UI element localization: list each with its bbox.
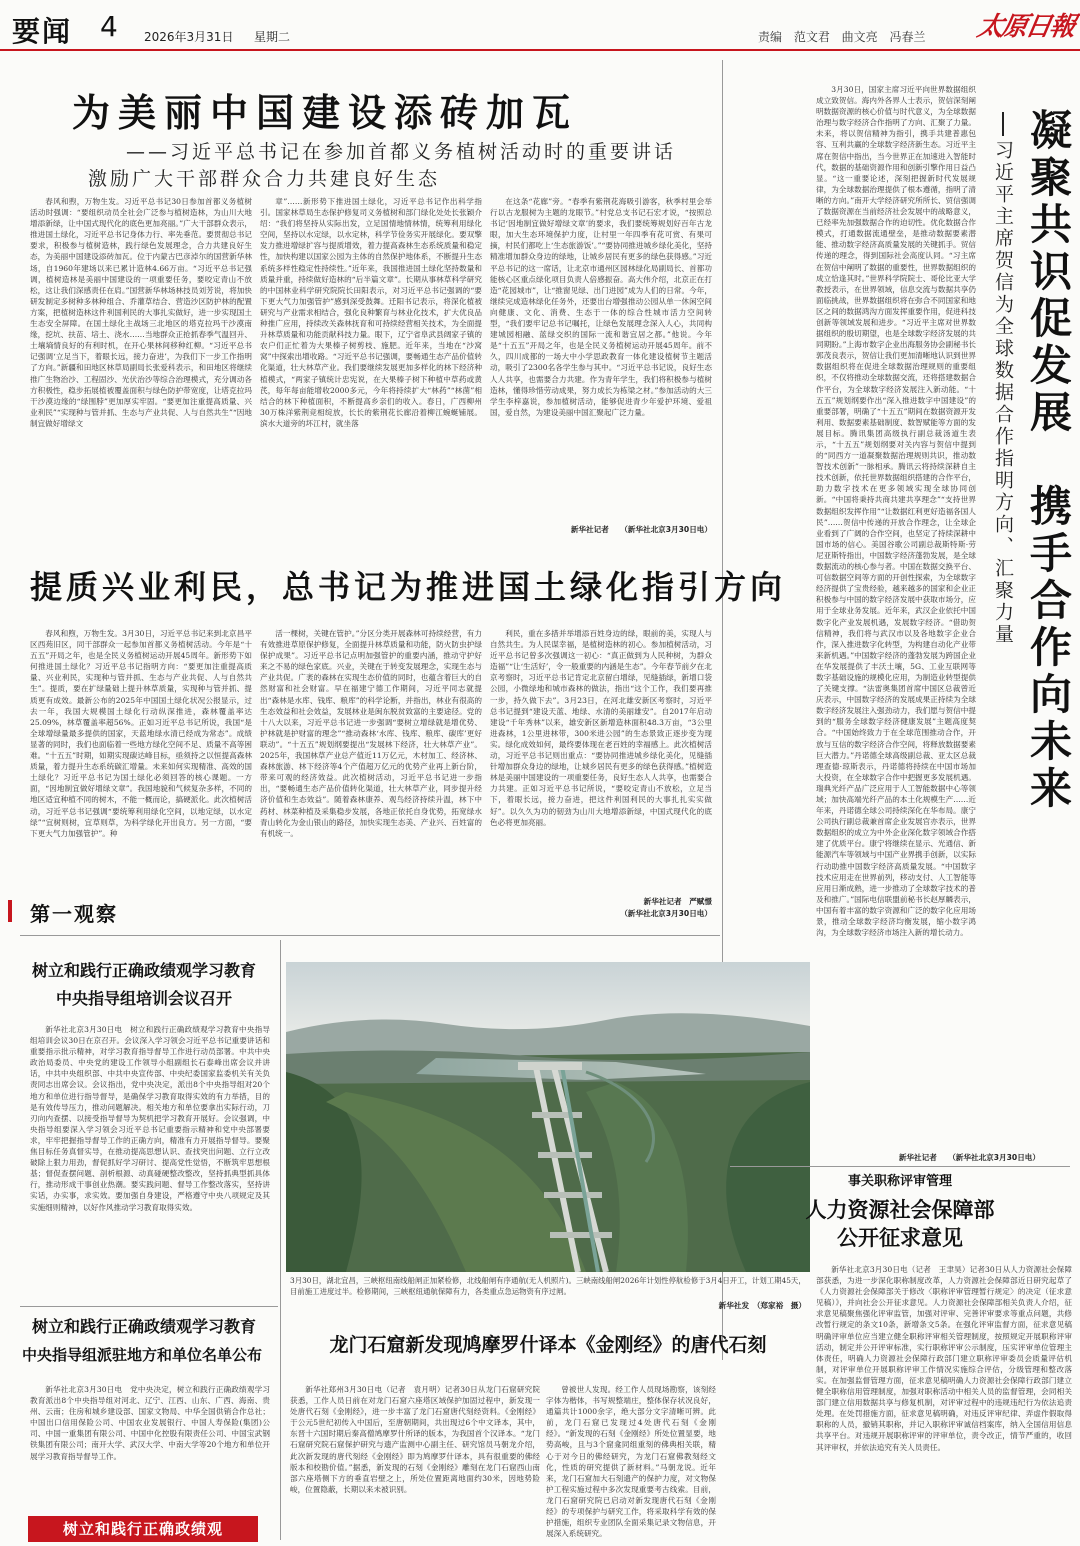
lead-subtitle-1: ——习近平总书记在参加首都义务植树活动时的重要讲话 — [126, 141, 677, 163]
series-banner: 树立和践行正确政绩观 — [28, 1516, 258, 1542]
page-number: 4 — [100, 10, 118, 43]
story-divider-right — [730, 1166, 1070, 1167]
section-name: 要闻 — [12, 15, 73, 48]
issue-weekday: 星期二 — [254, 30, 291, 44]
story4-headline-2: 公开征求意见 — [837, 1226, 963, 1250]
story2-headline-2: 中央指导组派驻地方和单位名单公布 — [21, 1346, 262, 1364]
side-story-body: 3月30日，国家主席习近平向世界数据组织成立致贺信。海内外各界人士表示，贺信深刻阐明数据资源的核心价值与时代意义，为全球数据治理与数字经济合作指明了方向、汇聚了力量。未来，将以贺信精神为指引，携手共建普惠包容、互利共赢的全球数字经济新生态。习近平主席在贺信中指出，当今世界正在加速进入智能时代，数据的基础资源作用和创新引擎作用日益凸显。“这一重要论述，深刻把握新时代发展规律，为全球数据治理提供了根本遵循，指明了清晰的方向。”南开大学经济研究所所长、贸信强调了数据资源在当前经济社会发展中的战略意义，已经率先加强数据合作的迫切性。优化数据合作模式，打通数据流通壁垒，是推动数据要素潜能、推动数字经济高质量发展的关键抓手。贸信传递的理念，得到国际社会高度认同。“习主席在贺信中阐明了数据的重要性，世界数据组织的成立恰逢其时。”世界科学院院士、哥伦比亚大学教授表示，在世界领域，信息交流与数据共享仍面临挑战，世界数据组织将在弥合不同国家和地区之间的数据鸿沟方面发挥重要作用，促进科技创新等领域发展和进步。“习近平主席对世界数据组织的殷切期望，也是全球数字经济发展的共同期盼。”上海市数字企业出海服务协会副秘书长郭茂良表示，贺信让我们更加清晰地认识到世界数据组织将在促进全球数据治理规则的重要组织，不仅将推动全球数据交流，还将搭建数据合作平台，为全球数字经济发展注入新动能。“十五五”规划纲要作出“深入推进数字中国建设”的重要部署，明确了“十五五”期间在数据资源开发利用、数据要素基础制度、数智赋能等方面的发展目标。腾讯集团高级执行副总裁汤道生表示，“十五五”规划纲要对关内容与贺信中提到的“同西方一道凝聚数据治理规则共识，推动数智技术创新”一脉相承。腾讯云将持续深耕自主技术创新，依托世界数据组织搭建的合作平台，助力数字技术在更多领域实现全球协同创新。“中国将秉持共商共建共享理念”“支持世界数据组织发挥作用”“让数据红利更好造福各国人民”……贺信中传递的开放合作理念，让全球企业看到了广阔的合作空间，也坚定了持续深耕中国市场的信心。美国谷歌公司副总裁斯特斯·劳尼亚斯特指出，中国数字经济蓬勃发展，是全球数据流动的核心参与者。中国在数据交换平台、可信数据空间等方面的开创性探索，为全球数字经济提供了宝贵经验，越来越多的国家和企业正积极参与中国的数字经济发展中获取市场分，应用于全球业务发展。近年来，武汉企业依托中国数字化产业发展机遇，发展数字经济。“借助贺信精神，我们将与武汉市以及各地数字企业合作，深入推进数字化转型，为构建自动化产业带来新机遇。”中国数字经济的蓬勃发展为跨国企业在华发展提供了丰沃土壤，5G、工业互联网等数字基础设施的规模化应用，为制造业转型提供了关键支撑。“法雷奥集团首席中国区总裁曾近庆表示，中国数字经济的发展成果正持续为全球数字经济发展注入强劲动力，我们愿与贺信中提到的“服务全球数字经济健康发展”主题高度契合。“中国始终致力于在全球范围推动合作，开放与互信的数字经济合作空间，将释放数据要素巨大潜力。”丹诺德全球高级副总裁、亚太区总裁理查德·琼斯表示，丹诺德将持续在中国市场加大投资，在全球数字合作中把握更多发展机遇。瑞典光纤产品广泛应用于人工智能数据中心等领域；加快高端光纤产品的本土化规模生产……近年来，丹诺德全球公司持续深化在华布局。康宁公司执行副总裁兼首席企业发展官亦表示，世界数据组织的成立为中外企业深化数字领域合作搭建了优质平台。康宁将继续在显示、光通信、新能源汽车等领域与中国产业界携手创新，以实际行动助推中国数字经济高质量发展。“中国数字技术应用走在世界前列，移动支付、人工智能等应用日渐成熟，进一步推动了全球数字技术的普及和推广。”国际电信联盟前秘书长赵厚麟表示，中国有着丰富的数字资源和广泛的数字化应用场景，推动全球数字经济均衡发展，缩小数字鸿沟，为全球数字经济市场注入新的增长动力。 — [816, 85, 976, 938]
masthead-rule — [0, 49, 1080, 51]
story1-body: 新华社北京3月30日电 树立和践行正确政绩观学习教育中央指导组培训会议30日在京召开。会议深入学习领会习近平总书记重要讲话和重要指示批示精神，对学习教育指导督导工作进行动员部署。中共中央政治局委员、中央党的建设工作领导小组副组长石泰峰出席会议并讲话，中共中央组织部、中共中央宣传部、中央纪委国家监委机关有关负责同志出席会议。会议指出，党中央决定，派出8个中央指导组对20个地方和单位进行指导督导，是确保学习教育取得实效的有力举措，目的是有效传导压力，推动问题解决。相关地方和单位要拿出实际行动，刀刃向内查摆、以接受指导督导为契机把学习教育开展好。会议强调，中央指导组要深入学习领会习近平总书记重要指示精神和党中央部署要求，牢牢把握指导督导工作的正确方向，精准有力开展指导督导。要聚焦目标任务真督实导，在推动提高思想认识、查找突出问题、立行立改破除上狠力用劲，督促抓好学习研讨、提高党性觉悟，不断筑牢思想根基；督促查摆问题、剖析根源、动真碰硬整改整改，坚持抓典型抓具体行，推动形成干事创业热潮。要实践问题、督导工作整改落实，坚持讲实话，办实事，求实效。要加强自身建设，严格遵守中央八项规定及其实施细则精神，以好作风推动学习教育取得实效。 — [30, 1025, 270, 1212]
side-story-subheadline: 习近平主席贺信为全球数据合作指明方向、汇聚力量 — [992, 140, 1014, 646]
lead-signature: 新华社记者 （新华社北京3月30日电） — [570, 525, 712, 534]
second-signature-2: （新华社北京3月30日电） — [620, 909, 712, 918]
section-divider — [20, 935, 720, 936]
second-signature-1: 新华社记者 严赋憬 — [643, 897, 712, 906]
story2-headline-1: 树立和践行正确政绩观学习教育 — [31, 1317, 256, 1336]
story3-headline: 龙门石窟新发现鸠摩罗什译本《金刚经》的唐代石刻 — [329, 1334, 767, 1356]
lead-subtitle-2: 激励广大干部群众合力共建良好生态 — [88, 168, 441, 190]
lead-body-col2: 章”……新形势下推进国土绿化，习近平总书记作出科学指引。国家林草局生态保护修复司义务植树和部门绿化处处长张颖介绍：“我们将坚持从实际出发，立足国情地情林情，统筹利用绿化空间，坚持以水定绿，以水定林，科学节俭务实开展绿化。要双擎发力推进增绿扩容与提质增效，着力提高森林生态系统质量和稳定性，加快构建以国家公园为主体的自然保护地体系，不断提升生态系统多样性稳定性持续性。”近年来，我国推进国土绿化坚持数量和质量并重，持续做好造林的“后半篇文章”。长期从事林草科学研究的中国林业科学研究院院长田阳表示，对习近平总书记强调的“要下更大气力加强管护”感到深受鼓舞。迁阳书记表示，将深化植被研究与产业需求相结合，强化良种繁育与林业化技术，扩大优良品种推广应用，持续改关森林抚育和可持续经营相关技术，为全面提升林草质量和功能贡献科技力量。眼下，辽宁省阜武县阔家子镇的农户们正忙着为大果榛子树剪枝、施肥。近年来，当地在“沙窝窝”中探索出增收路。“习近平总书记强调，要畅通生态产品价值转化渠道，壮大林草产业。我们要继续发展更加多样化的林下经济种植模式，“两家子镇统计忠宪说，在大果榛子树下种植中草药或黄芪，每年每亩能增收2000多元，今年将持续扩大“林药”“林菌”相结合的林下种植面积，不断提高乡亲们的收入。春日，广西柳州30万株洋紫荆竞相绽放，长长的紫荆花长廊沿着柳江蜿蜒铺展。滨水大道旁的坏江村，就坐落 — [260, 197, 482, 428]
story4-kicker: 事关职称评审管理 — [847, 1174, 952, 1189]
column-divider-2 — [280, 940, 281, 1540]
observe-label: 第一观察 — [30, 902, 118, 926]
side-story-headline: 凝聚共识促发展 携手合作向未来 — [1024, 108, 1073, 813]
photo-three-gorges-locks — [286, 962, 810, 1272]
story1-headline-1: 树立和践行正确政绩观学习教育 — [31, 961, 256, 980]
second-body-col1: 春风和煦，万物生发。3月30日，习近平总书记来到北京昌平区西苑旧区，同干部群众一起参加首都义务植树活动。今年是“十五五”开局之年，也是全民义务植树运动开展45周年。新形势下如何推进国土绿化？习近平总书记指明方向：“要更加注重提高质量、兴业利民，实现种与管并抓、生态与产业共促、人与自然共生”。提质，要在扩绿量础上提升林草质量，实现种与管并抓、提质更有成效。最新公布的2025年中国国土绿化状况公报显示，过去一年，我国大规模国土绿化行动纵深推进，森林覆盖率达25.09%，林草覆盖率超56%。正如习近平总书记所说，我国“是全球增绿量最多提供的国家，天蓝地绿水清已经成为常态”。成绩显著的同时，我们也面临着一些地方绿化空间不足、质量不高等困难。“十五五”时期，如期实现碳达峰目标，亟须持之以恒提高森林质量，着力提升生态系统碳汇增量。未来如何实现精准、高效的国土绿化？习近平总书记为国土绿化必须回答的核心课题。一方面，“因地制宜做好增绿文章”。我国地貌和气候复杂多样，不同的地区适宜种植不同的树木，不能一概而论，搞硬派化。此次植树活动，习近平总书记强调“要统筹利用绿化空间，以地定绿，以水定绿”“宜树则树，宜草则草，为科学绿化开出良方。另一方面，“要下更大气力加强管护”。种 — [30, 629, 252, 838]
newspaper-logo: 太原日報 — [974, 12, 1077, 42]
story3-body-col1: 新华社郑州3月30日电（记者 袁月明）记者30日从龙门石窟研究院获悉，工作人员日前在对龙门石窟六座塔区域保护加固过程中，新发现一处唐代石刻《金刚经》，进一步丰富了龙门石窟唐代刻经资料。《金刚经》于公元5世纪初传入中国后，至唐朝期间，共出现过6个中文译本，其中，东晋十六国时期后秦高僧鸠摩罗什所译的版本，为我国首个汉译本。“龙门石窟研究院石窟保护研究与遗产监测中心副主任、研究馆员马朝龙介绍，此次新发现的唐代刻经《金刚经》即为鸠摩罗什译本，具有很重要的佛经版本和校勘价值。”据悉，新发现的石刻《金刚经》雕刻在龙门石窟西山南部六座塔侧下方的垂直岩壁之上，所处位置距离地面约30米，因地势险峻，位置隐蔽，长期以来未被识别。 — [290, 1385, 540, 1494]
story1-headline-2: 中央指导组培训会议召开 — [55, 989, 232, 1008]
side-story-dash — [1002, 112, 1004, 136]
editor-credits: 责编 范文君 曲文亮 冯春兰 — [758, 30, 926, 44]
second-body-col2: 活一棵树，关键在管护。”分区分类开展森林可持续经营，有力有效推进草原保护修复，全面提升林草质量和功能，防火防虫护绿保护成果”。习近平总书记点明加强管护的重要内涵，推动守护好来之不易的绿色家底。兴业，关键在于转变发展理念，实现生态与产业共促。广袤的森林在实现生态价值的同时，也蕴含着巨大的自然财富和社会财富。早在福建宁德工作期间，习近平同志就提出“森林是水库、钱库、粮库”的科学论断，并指出，林业有很高的生态效益和社会效益，发展林业是闽东脱贫致富的主要途径。党的十八大以来，习近平总书记进一步强调“要树立增绿就是增优势、护林就是护财富的理念”“推动森林‘水库、钱库、粮库、碳库’更好联动”。“十五五”规划纲要提出“发展林下经济，壮大林草产业”。2025年，我国林草产业总产值近11万亿元，木材加工、经济林、森林旅游、林下经济等4个产值超万亿元的优势产业再上新台阶，带来可观的经济效益。此次植树活动，习近平总书记进一步指出，“要畅通生态产品价值转化渠道，壮大林草产业，同步提升经济价值和生态效益”。随着森林康养、观鸟经济持续升温，林下中药材、林菜种植及采集稳步发展，各地正依托自身优势，拓宽绿水青山转化为金山银山的路径，加快实现生态美、产业兴、百姓富的有机统一。 — [260, 629, 482, 838]
lead-body-col3: 在这条“花廊”旁。“春季有紫荆花海吸引游客，秋季村里会举行以古龙服树为主题的龙眼节。”村党总支书记石宏才说，“按照总书记‘因地制宜做好增绿文章’的要求，我们要统筹规划好百年古龙眼，加大生态环境保护力度，让村里一年四季有花可赏、有果可摘，村民们都吃上‘生态旅游饭’。”“要协同推进城乡绿化美化，坚持精准增加群众身边的绿地，让城乡居民有更多的绿色获得感。”习近平总书记的这一席话，让北京市通州区园林绿化局副局长、首都功能核心区重点绿化项目负责人倍感振奋。高大伟介绍，北京正在打造“花园城市”，让“推窗见绿、出门进园”成为人们的日常。今年，继续完成造林绿化任务外，还要出台增强推动公园从单一休闲空间向健康、文化、消费、生态于一体的综合性城市活力空间转型，“我们要牢记总书记嘱托，让绿色发展理念深入人心，共同构建城园相融、蓝绿交织的国际一流和谐宜居之都。”他说。今年是“十五五”开局之年，也是全民义务植树运动开展45周年。前不久，四川成都的一场大中小学思政教育一体化建设植树节主题活动，吸引了2300名各学生参与其中。“习近平总书记说，良好生态人人共享，也需要合力共建。作为青年学生，我们将积极参与植树造林，懂得珍惜劳动成果，努力成长为栋梁之材。”参加活动的大三学生李梓嘉说，参加植树活动，能够促进青少年爱护环境、爱祖国，爱自然，为建设美丽中国汇聚起广泛力量。 — [490, 197, 712, 417]
lead-body-col1: 春风和煦，万物生发。习近平总书记30日参加首都义务植树活动时强调：“要组织动员全社会广泛参与植树造林，为山川大地增添新绿，让中国式现代化的底色更加亮丽。”广大干部群众表示，推进国土绿化，习近平总书记身体力行、率先垂范。要贯彻总书记要求，积极参与植树造林，践行绿色发展理念，合力共建良好生态，为美丽中国建设添砖加瓦。位于内蒙古巴彦淖尔的国营新华林场，自1960年建场以来已累计造林4.66万亩。“习近平总书记强调，植树造林是美丽中国建设的一项重要任务，要咬定青山不放松，这让我们深感责任在肩。”国营新华林场林技员刘芳说，将加快研发制定多树种多林种组合、乔灌草结合、营造沙区防护林的配置方案，把植树造林这件利国利民的大事扎实做好，进一步实现国土生态安全屏障。在国土绿化主战场三北地区的塔克拉玛干沙漠南缘，挖坑、扶苗、培土、浇水……当地群众正抢抓春季气温回升、土壤墒情良好的有利时机，在开心果林间移种红柳。“习近平总书记强调‘立足当下，着眼长远，接力奋进’，为我们下一步工作指明了方向。”新疆和田地区林草局副局长张爱科表示，和田地区将继续推广生物治沙、工程固沙、光伏治沙等综合治理模式，充分调动各方积极性，稳步拓展植被覆盖面积与绿色防护带宽度，让塔克拉玛干沙漠边缘的“绿围脖”更加厚实牢固。“要更加注重提高质量、兴业利民”“实现种与管并抓、生态与产业共促、人与自然共生”“因地制宜做好增绿文 — [30, 197, 252, 428]
observe-marker — [8, 900, 12, 922]
story-divider — [20, 1306, 278, 1307]
side-story-signature: 新华社记者 （新华社北京3月30日电） — [898, 1153, 1040, 1162]
story4-headline-1: 人力资源社会保障部 — [805, 1198, 995, 1222]
story2-body: 新华社北京3月30日电 党中央决定，树立和践行正确政绩观学习教育派出8个中央指导组对河北、辽宁、江西、山东、广西、海南、贵州、云南；住房和城乡建设部、国家文物局、中华全国供销合作总社；中国出口信用保险公司、中国农业发展银行、中国人寿保险(集团)公司、中国一重集团有限公司、中国中化控股有限责任公司、中国宝武钢铁集团有限公司；南开大学、武汉大学、中南大学等20个地方和单位开展学习教育指导督导工作。 — [30, 1385, 270, 1461]
story3-body-col2: 曾被世人发现。经工作人员现场勘察，该刻经字体为楷体，书写规整端庄，整体保存状况良好，通篇共计1000余字，绝大部分文字清晰可辨。此前，龙门石窟已发现过4处唐代石刻《金刚经》。“新发现的石刻《金刚经》所处位置显要，地势高峻，且与3个窟龛同组重刻的佛典相关联，精心于对今日的佛经研究，为龙门石窟佛教刻经文化，性质的研究提供了新材料。”马朝龙说。近年来，龙门石窟加大石刻遗产的保护力度，对文物保护工程实施过程中多次发现重要考古线索。目前，龙门石窟研究院已启动对新发现唐代石刻《金刚经》的专项保护与研究工作，将采取科学有效的保护措施，组织专业团队全面采集记录文物信息，开展深入系统研究。 — [546, 1385, 716, 1539]
issue-date: 2026年3月31日 — [144, 30, 234, 44]
second-body-col3: 利民，重在多措并举增添百姓身边的绿，眼前的美，实现人与自然共生。为人民谋幸福，是植树造林的初心。参加植树活动，习近平总书记曾多次强调这一初心：“真正做到为人民种树，为群众造福”“让‘生活好’，令一般重要的内涵是生态”。今年春节前夕在北京考察时，习近平总书记肯定北京留白增绿，见缝插绿，新增口袋公园，小微绿地和城市森林的做法，指出“这个工作，我们要再推一步，持久做下去”。3月23日，在河北雄安新区考察时，习近平总书记提到“建设天蓝、地绿、水清的美丽雄安”。自2017年启动建设“千年秀林”以来，雄安新区新增造林面积48.3万亩，“3公里进森林，1公里进林带，300米进公园”的生态景致正逐步变为现实。绿化成效如何，最终要体现在老百姓的幸福感上。此次植树活动，习近平总书记则出重点：“要协同推进城乡绿化美化，见缝插针增加群众身边的绿地，让城乡居民有更多的绿色获得感。”植树造林是美丽中国建设的一项重要任务，良好生态人人共享，也需要合力共建。正如习近平总书记所说，“要咬定青山不放松，立足当下，着眼长远，接力奋进，把这件利国利民的大事扎扎实实做好”。以久久为功的韧劲为山川大地增添新绿，中国式现代化的底色必将更加亮丽。 — [490, 629, 712, 827]
photo-credit: 新华社发 （郑家裕 摄） — [718, 1301, 806, 1310]
story4-body: 新华社北京3月30日电（记者 王聿昊）记者30日从人力资源社会保障部获悉，为进一步深化职称制度改革，人力资源社会保障部近日研究起草了《人力资源社会保障部关于修改〈职称评审管理暂行规定〉的决定（征求意见稿）》，并向社会公开征求意见。人力资源社会保障部相关负责人介绍，征求意见稿聚焦强化评审监管，加强对评审、完善评审要求等重点问题，共修改暂行规定的条文10条，新增条文5条。在强化评审监督方面，征求意见稿明确评审单位应当建立健全职称评审相关管理制度，按照规定开展职称评审活动，制定并公开评审标准，实行职称评审公示制度，压实评审单位管理主体责任，明确人力资源社会保障行政部门建立职称评审委员会质量评估机制，对评审单位开展职称评审工作情况实施综合评估，分级管理和整改落实。在加强监督管理方面，征求意见稿明确人力资源社会保障行政部门建立健全职称信用管理制度，加强对职称活动中相关人员的监督管理，会同相关部门建立信用数据共享与修复机制，对评审过程中的违规违纪行为依法追责处理。在处罚措施方面，征求意见稿明确，对违反评审纪律、弄虚作假取得职称的人员，撤销其职称，并记入职称评审诚信档案库，纳入全国信用信息共享平台。对违规开展职称评审的评审单位，责令改正，情节严重的，收回其评审权，并依法追究有关人员责任。 — [816, 1265, 1072, 1452]
lead-headline: 为美丽中国建设添砖加瓦 — [72, 91, 579, 135]
second-headline: 提质兴业利民，总书记为推进国土绿化指引方向 — [30, 568, 787, 606]
photo-caption: 3月30日，湖北宜昌，三峡枢纽南线船闸正加紧检修，北线船闸有序通航(无人机照片)。三峡南线船闸2026年计划性停航检修于3月4日开工，计划工期45天，目前施工进度过半。检修期间，三峡枢纽通航保障有力，各类重点急运物资有序过闸。 — [290, 1276, 806, 1296]
